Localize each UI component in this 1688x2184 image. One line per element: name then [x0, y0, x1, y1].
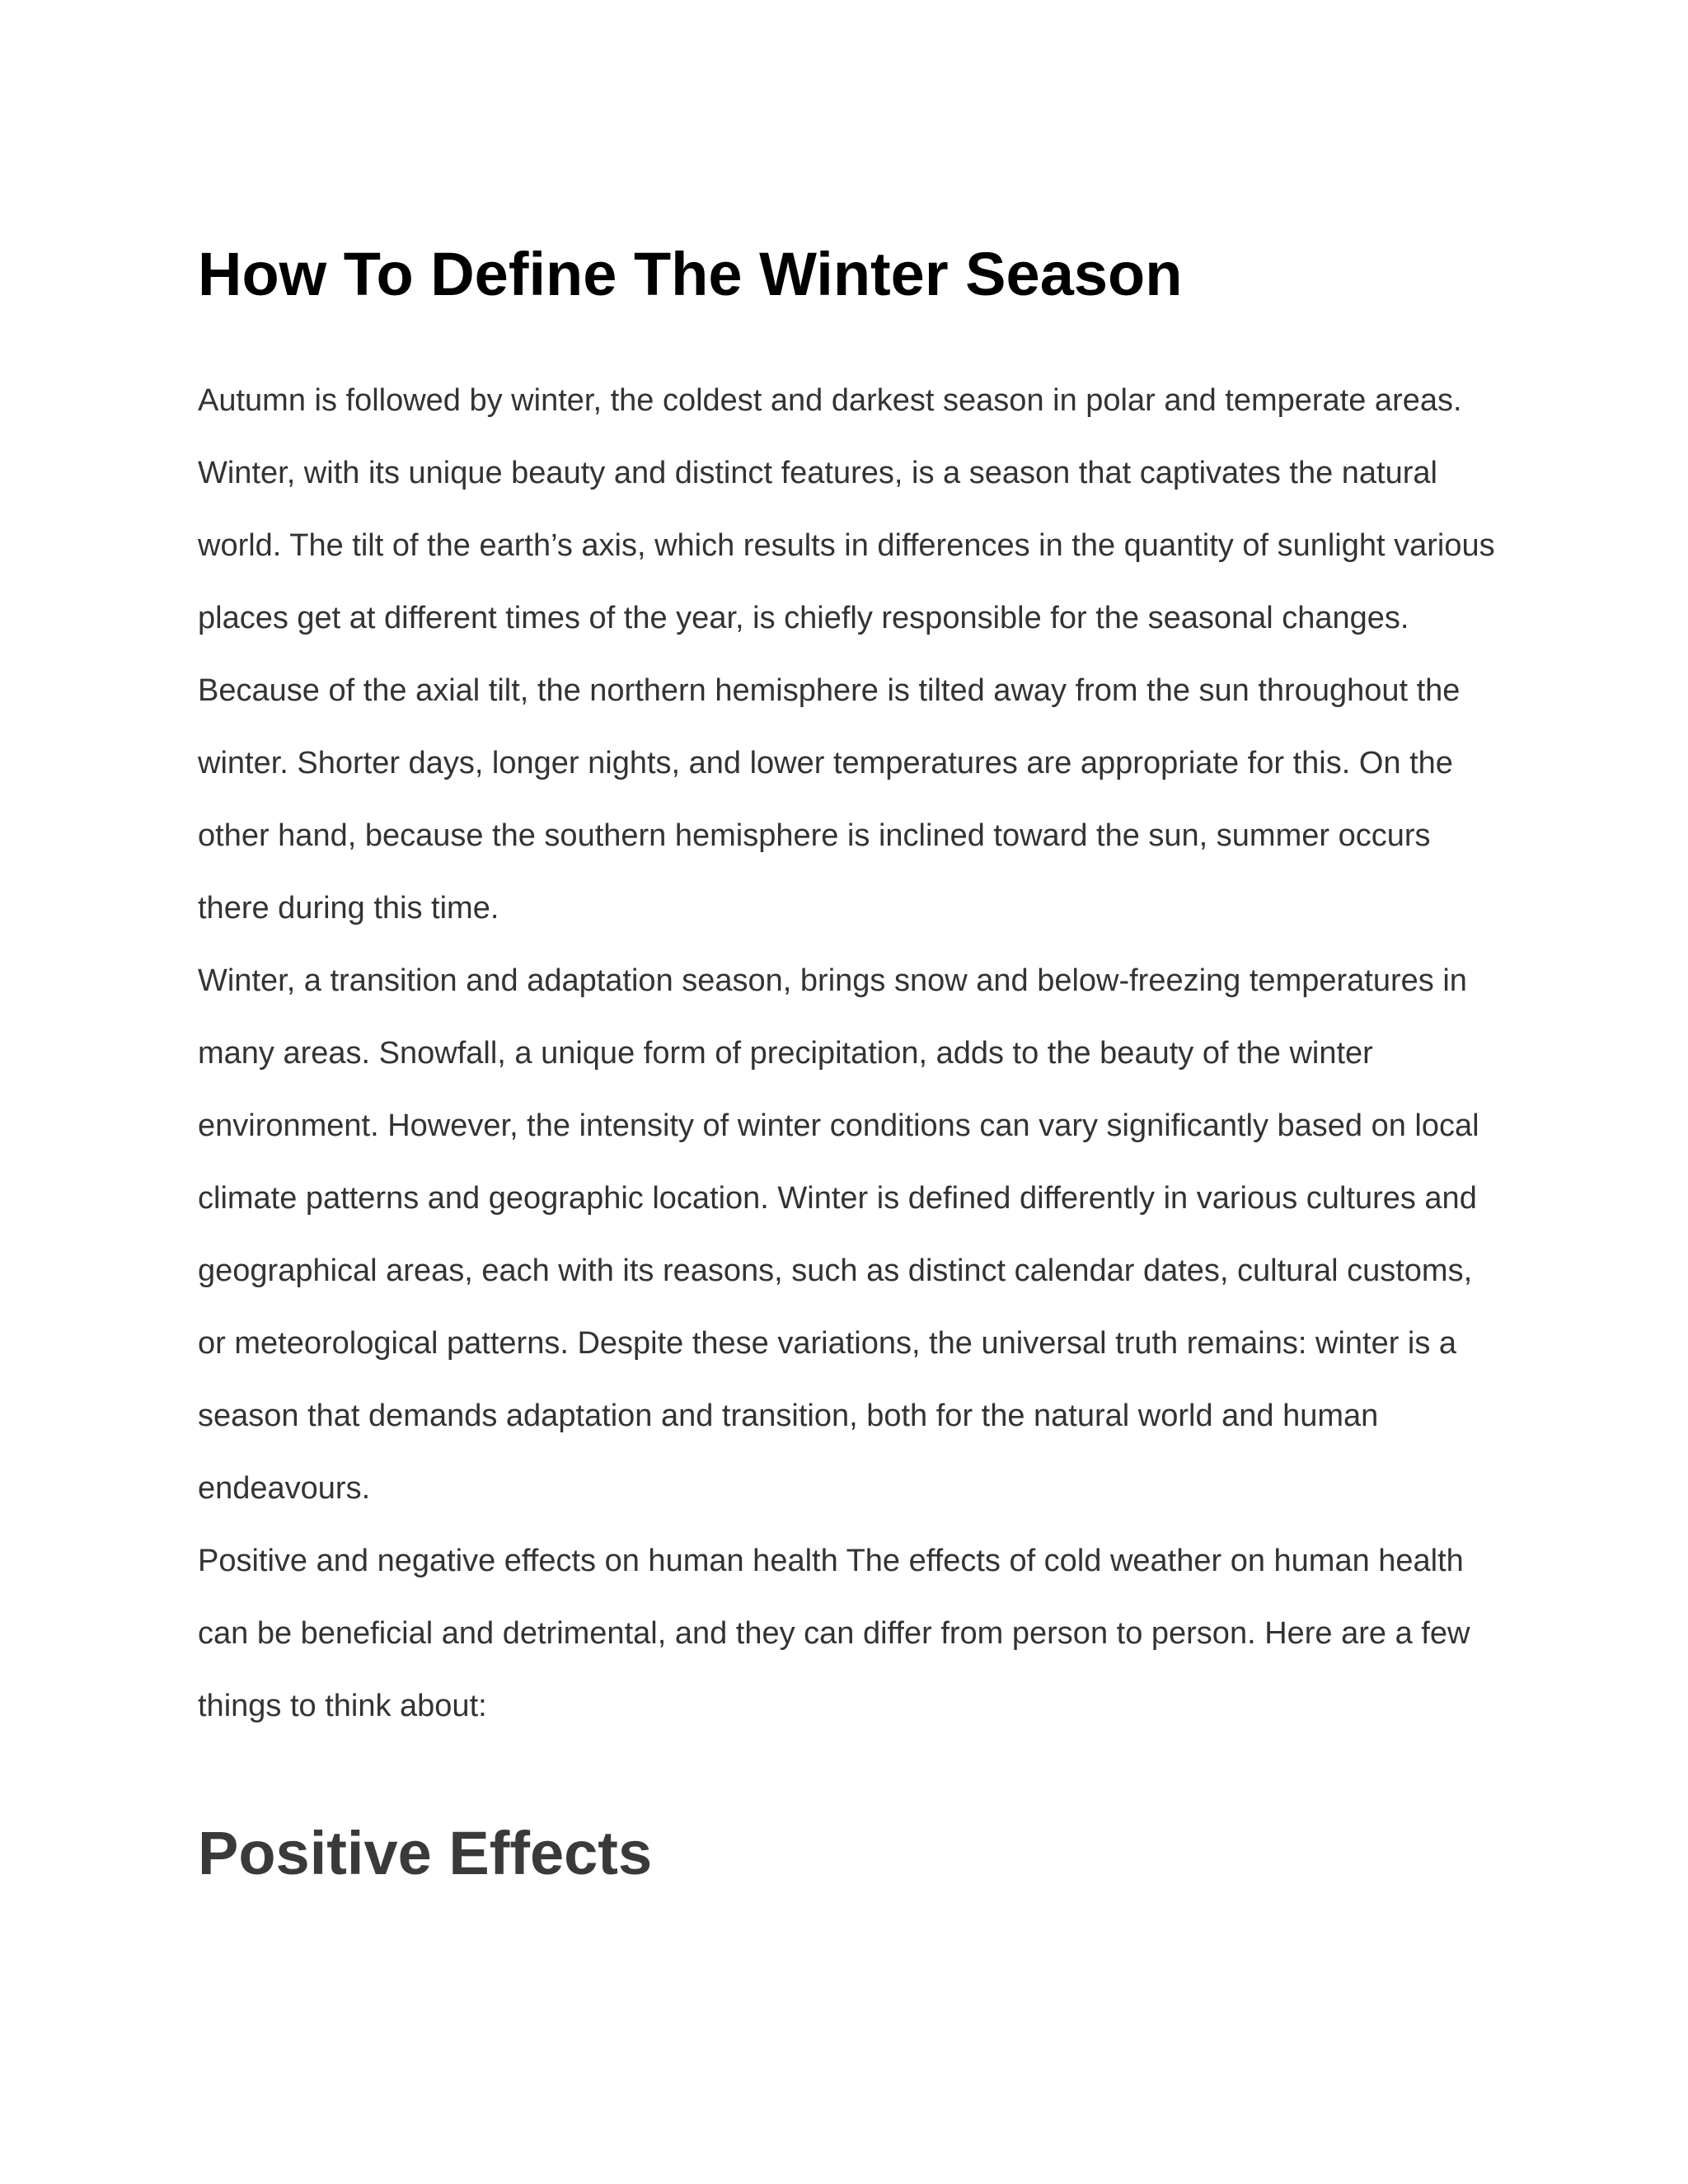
paragraph-intro: Autumn is followed by winter, the coldest and darkest season in polar and temperate areas. Winter, with its unique beauty and distinct features, is a season that captivates the natural world. The tilt of the earth’s axis, which results in differences in the quantity of sunlight various places get at different times of the year, is chiefly responsible for the seasonal changes. Because of the axial tilt, the northern hemisphere is tilted away from the sun throughout the winter. Shorter days, longer nights, and lower temperatures are appropriate for this. On the other hand, because the southern hemisphere is inclined toward the sun, summer occurs there during this time. [198, 383, 1495, 926]
section-heading-positive-effects: Positive Effects [198, 1819, 653, 1887]
document-page [198, 240, 1500, 1887]
page-title: How To Define The Winter Season [198, 240, 1183, 308]
paragraph-health-effects: Positive and negative effects on human health The effects of cold weather on human health can be beneficial and detrimental, and they can differ from person to person. Here are a few things to think about: [198, 1544, 1470, 1723]
paragraph-transition: Winter, a transition and adaptation season, brings snow and below-freezing temperatures in many areas. Snowfall, a unique form of precipitation, adds to the beauty of the winter environment. However, the intensity of winter conditions can vary significantly based on local climate patterns and geographic location. Winter is defined differently in various cultures and geographical areas, each with its reasons, such as distinct calendar dates, cultural customs, or meteorological patterns. Despite these variations, the universal truth remains: winter is a season that demands adaptation and transition, both for the natural world and human endeavours. [198, 963, 1479, 1506]
